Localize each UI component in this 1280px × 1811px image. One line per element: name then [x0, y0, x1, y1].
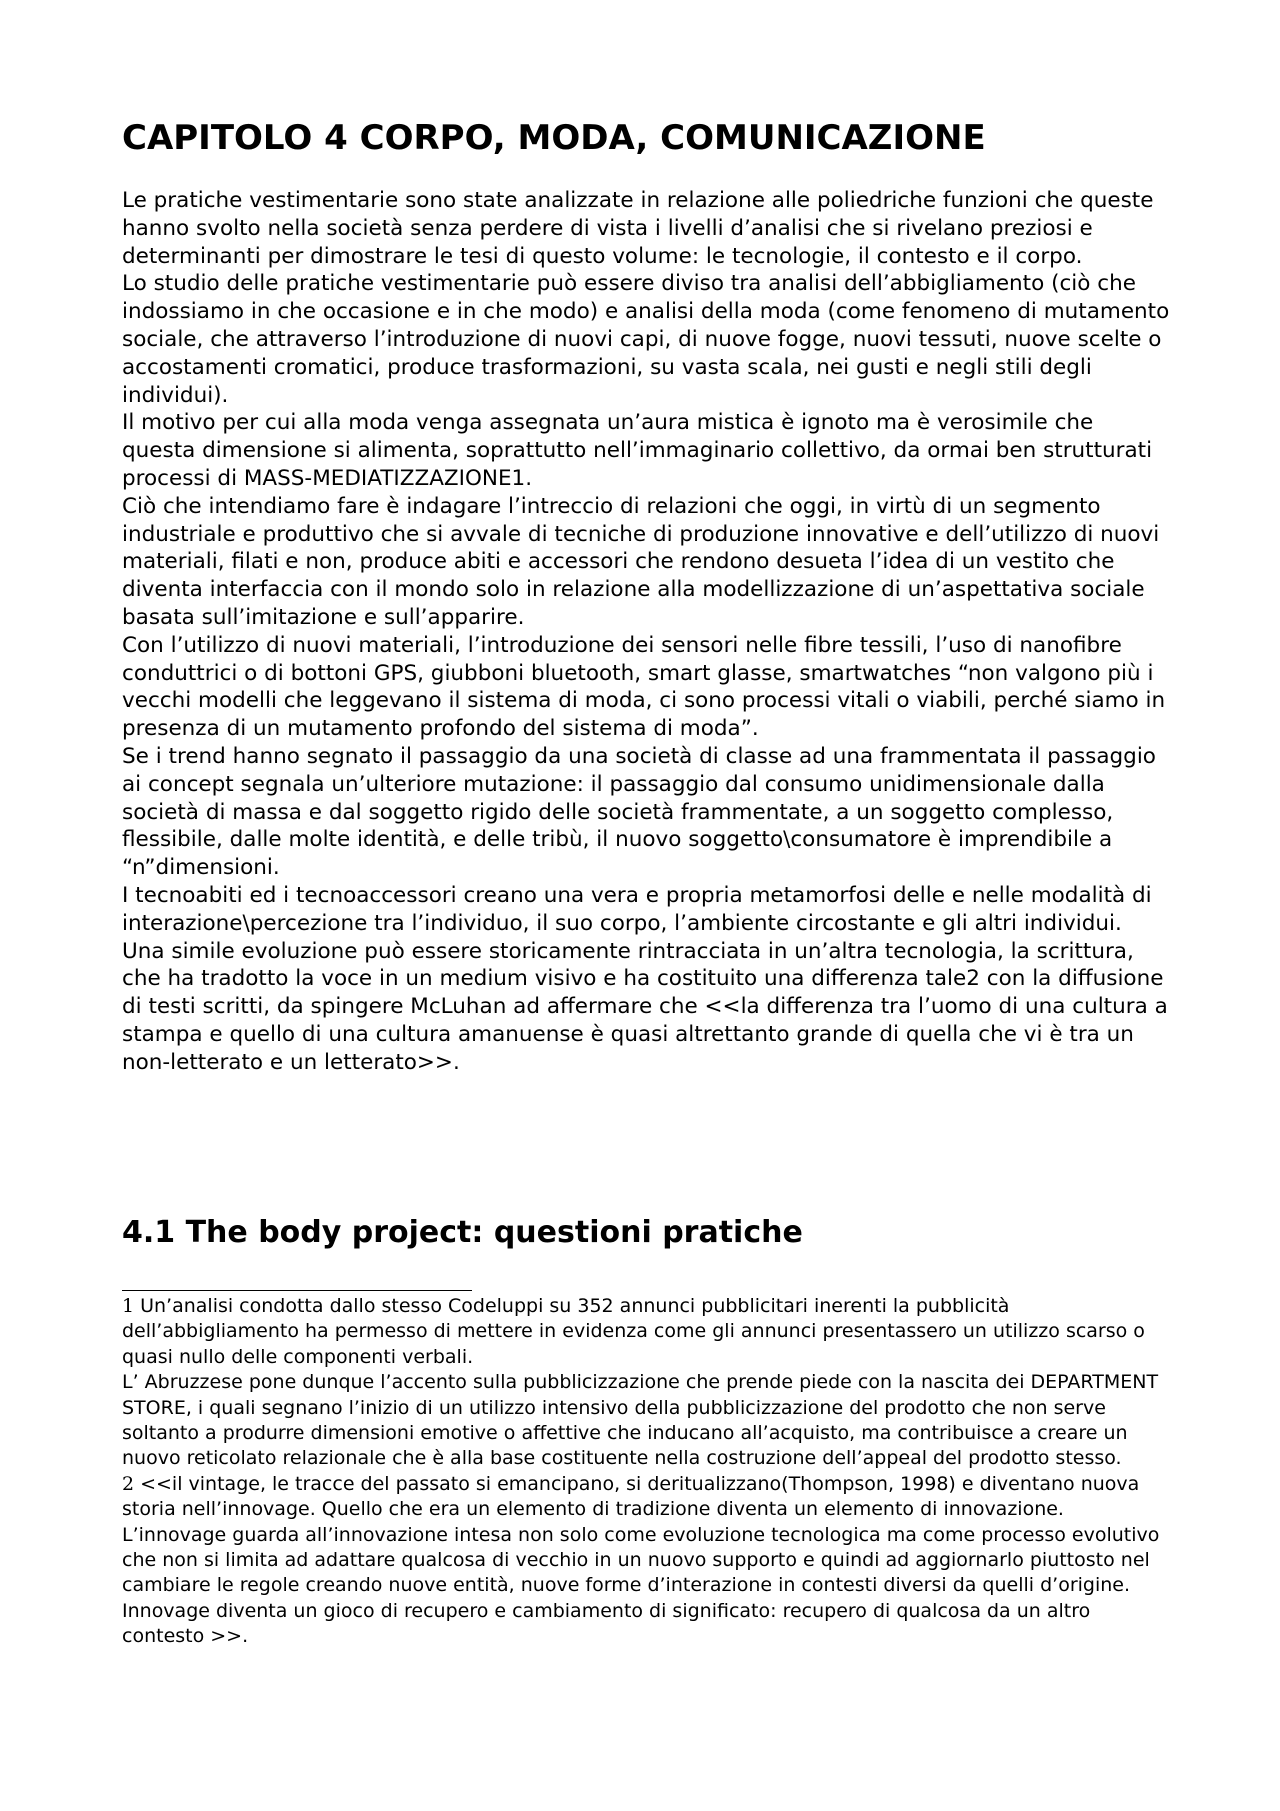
footnote-text: Innovage diventa un gioco di recupero e cambiamento di significato: recupero di qualcosa da un altro contesto >>.: [122, 1599, 1091, 1648]
footnote-text: L’ Abruzzese pone dunque l’accento sulla pubblicizzazione che prende piede con la nascita dei DEPARTMENT STORE, i quali segnano l’inizio di un utilizzo intensivo della pubblicizzazione del prodotto che non serve soltanto a produrre dimensioni emotive o affettive che inducano all’acquisto, ma contribuisce a creare un nuovo reticolato relazionale che è alla base costituente nella costruzione dell’appeal del prodotto stesso.: [122, 1371, 1159, 1470]
section-title: 4.1 The body project: questioni pratiche: [122, 1215, 803, 1250]
paragraph: Ciò che intendiamo fare è indagare l’intreccio di relazioni che oggi, in virtù di un segmento industriale e produttivo che si avvale di tecniche di produzione innovative e dell’utilizzo di nuovi materiali, filati e non, produce abiti e accessori che rendono desueta l’idea di un vestito che diventa interfaccia con il mondo solo in relazione alla modellizzazione di un’aspettativa sociale basata sull’imitazione e sull’apparire.: [122, 493, 1160, 630]
footnote-number: 2: [122, 1472, 135, 1495]
paragraph: Il motivo per cui alla moda venga assegnata un’aura mistica è ignoto ma è verosimile che questa dimensione si alimenta, soprattutto nell’immaginario collettivo, da ormai ben strutturati processi di MASS-MEDIATIZZAZIONE1.: [122, 410, 1153, 491]
paragraph: Con l’utilizzo di nuovi materiali, l’introduzione dei sensori nelle fibre tessili, l’uso di nanofibre conduttrici o di bottoni GPS, giubboni bluetooth, smart glasse, smartwatches “non valgono più i vecchi modelli che leggevano il sistema di moda, ci sono processi vitali o viabili, perché siamo in presenza di un mutamento profondo del sistema di moda”.: [122, 632, 1166, 742]
footnote-number: 1: [122, 1295, 135, 1317]
footnote-text: <<il vintage, le tracce del passato si emancipano, si deritualizzano(Thompson, 1998) e diventano nuova storia nell’innovage. Quello che era un elemento di tradizione diventa un elemento di innovazione. L’innovage guarda all’innovazione intesa non solo come evoluzione tecnologica ma come processo evolutivo che non si limita ad adattare qualcosa di vecchio in un nuovo supporto e quindi ad aggiornarlo piuttosto nel cambiare le regole creando nuove entità, nuove forme d’interazione in contesti diversi da quelli d’origine.: [122, 1472, 1160, 1597]
footnotes: [122, 1294, 1172, 1650]
paragraph: I tecnoabiti ed i tecnoaccessori creano una vera e propria metamorfosi delle e nelle modalità di interazione\percezione tra l’individuo, il suo corpo, l’ambiente circostante e gli altri individui.: [122, 882, 1152, 936]
chapter-title: CAPITOLO 4 CORPO, MODA, COMUNICAZIONE: [122, 118, 986, 158]
footnote-continuation: [122, 1370, 1172, 1472]
paragraph: Le pratiche vestimentarie sono state analizzate in relazione alle poliedriche funzioni che queste hanno svolto nella società senza perdere di vista i livelli d’analisi che si rivelano preziosi e determinanti per dimostrare le tesi di questo volume: le tecnologie, il contesto e il corpo.: [122, 188, 1154, 269]
body-text: [122, 187, 1172, 1077]
footnote-text: Un’analisi condotta dallo stesso Codeluppi su 352 annunci pubblicitari inerenti la pubblicità dell’abbigliamento ha permesso di mettere in evidenza come gli annunci presentassero un utilizzo scarso o quasi nullo delle componenti verbali.: [122, 1295, 1145, 1368]
paragraph: Una simile evoluzione può essere storicamente rintracciata in un’altra tecnologia, la scrittura, che ha tradotto la voce in un medium visivo e ha costituito una differenza tale2 con la diffusione di testi scritti, da spingere McLuhan ad affermare che <<la differenza tra l’uomo di una cultura a stampa e quello di una cultura amanuense è quasi altrettanto grande di quella che vi è tra un non-letterato e un letterato>>.: [122, 938, 1168, 1075]
footnote-separator: [122, 1290, 472, 1291]
footnote: [122, 1294, 1172, 1370]
footnote-continuation: [122, 1599, 1172, 1650]
paragraph: Lo studio delle pratiche vestimentarie può essere diviso tra analisi dell’abbigliamento (ciò che indossiamo in che occasione e in che modo) e analisi della moda (come fenomeno di mutamento sociale, che attraverso l’introduzione di nuovi capi, di nuove fogge, nuovi tessuti, nuove scelte o accostamenti cromatici, produce trasformazioni, su vasta scala, nei gusti e negli stili degli individui).: [122, 271, 1170, 408]
paragraph: Se i trend hanno segnato il passaggio da una società di classe ad una frammentata il passaggio ai concept segnala un’ulteriore mutazione: il passaggio dal consumo unidimensionale dalla società di massa e dal soggetto rigido delle società frammentate, a un soggetto complesso, flessibile, dalle molte identità, e delle tribù, il nuovo soggetto\consumatore è imprendibile a “n”dimensioni.: [122, 743, 1156, 881]
footnote: [122, 1472, 1172, 1599]
